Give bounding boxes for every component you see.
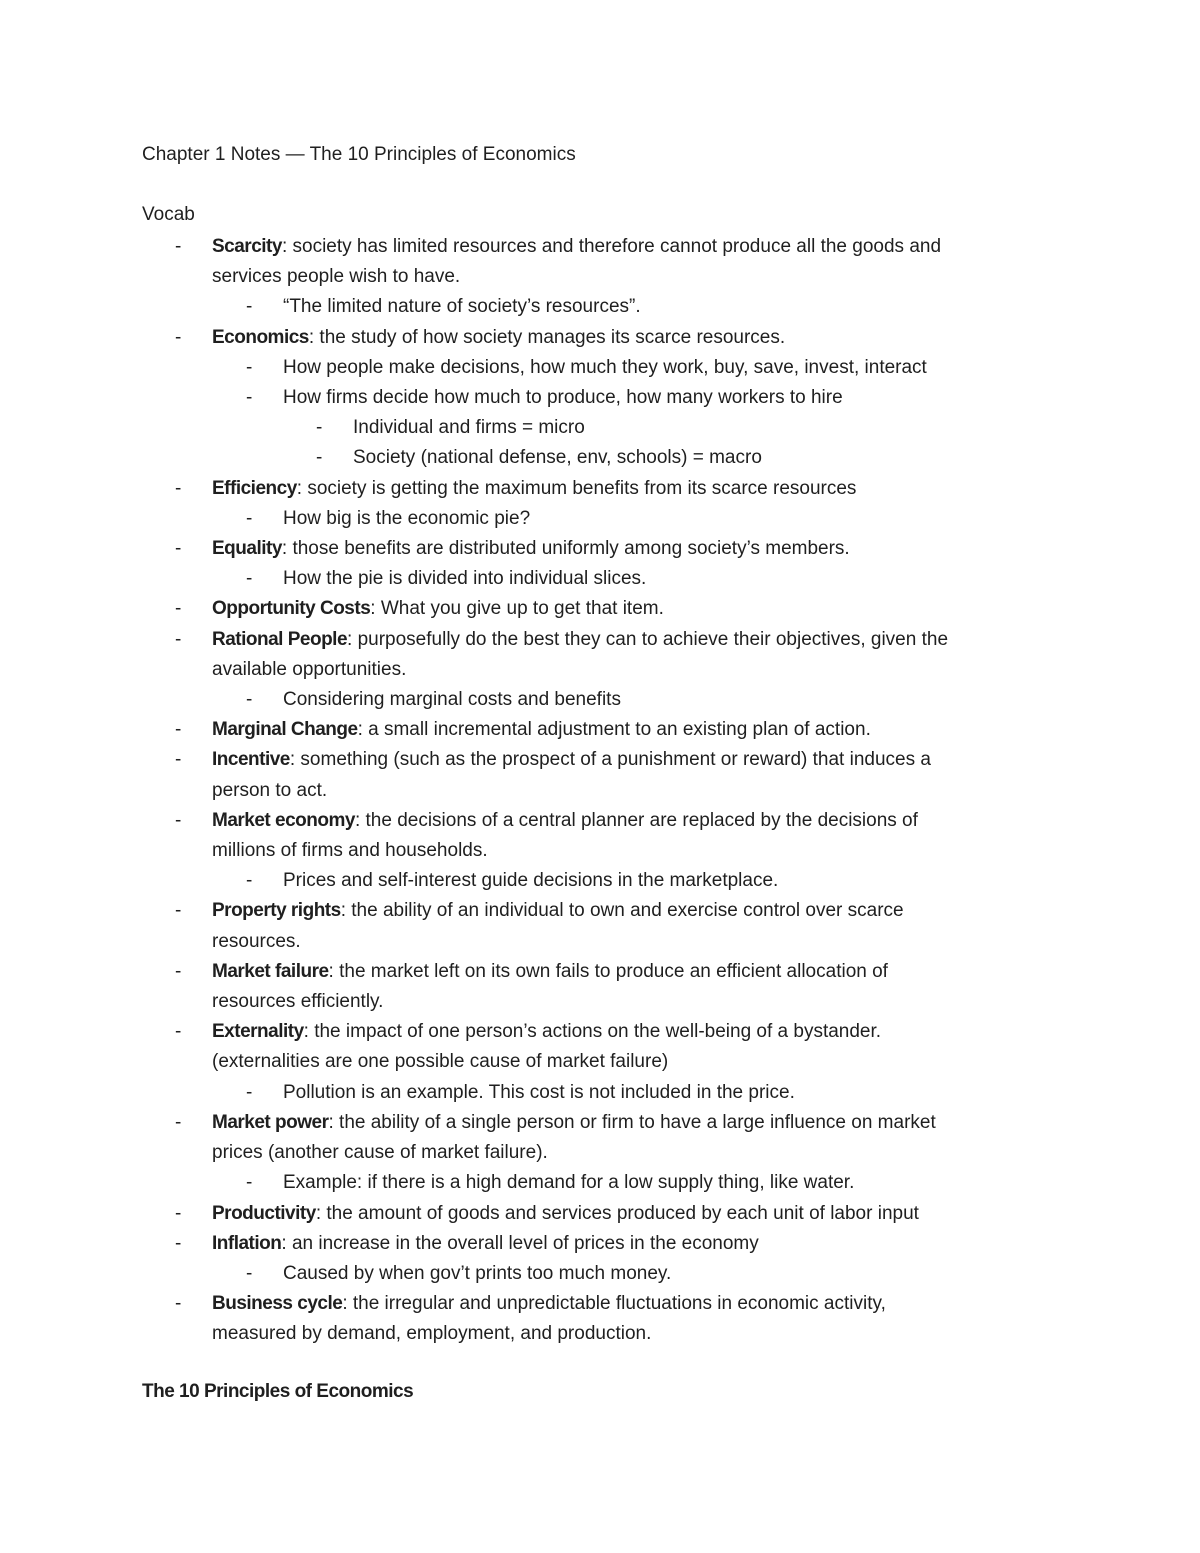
entry-text: services people wish to have. [212, 266, 461, 288]
vocab-subpoint [0, 1168, 1200, 1198]
vocab-entry [0, 1289, 1200, 1349]
list-dash-marker: - [175, 477, 182, 499]
entry-line [212, 1319, 1200, 1349]
entry-text: : the ability of a single person or firm to have a large influence on market [328, 1111, 936, 1133]
vocab-term: Marginal Change [212, 719, 358, 741]
entry-line [212, 534, 1200, 564]
entry-line [212, 1138, 1200, 1168]
list-dash-marker: - [246, 689, 253, 711]
vocab-entry [0, 1108, 1200, 1168]
entry-line [283, 685, 1200, 715]
vocab-subpoint [0, 292, 1200, 322]
entry-text: : an increase in the overall level of prices in the economy [281, 1232, 759, 1254]
list-dash-marker: - [175, 1293, 182, 1315]
entry-line [283, 866, 1200, 896]
entry-line [283, 564, 1200, 594]
entry-line [212, 625, 1200, 655]
entry-line [212, 836, 1200, 866]
list-dash-marker: - [246, 1262, 253, 1284]
list-dash-marker: - [246, 387, 253, 409]
entry-text: resources. [212, 930, 301, 952]
vocab-entry [0, 625, 1200, 685]
vocab-subpoint [0, 383, 1200, 413]
entry-line [212, 1289, 1200, 1319]
entry-text: : the market left on its own fails to produce an efficient allocation of [328, 960, 888, 982]
entry-line [212, 896, 1200, 926]
entry-line [283, 292, 1200, 322]
vocab-subpoint [0, 685, 1200, 715]
vocab-term: Rational People [212, 628, 348, 650]
entry-line [212, 806, 1200, 836]
entry-text: How firms decide how much to produce, how many workers to hire [283, 387, 843, 409]
entry-text: Society (national defense, env, schools) = macro [353, 447, 762, 469]
entry-text: “The limited nature of society’s resources”. [283, 296, 641, 318]
vocab-entry [0, 1199, 1200, 1229]
vocab-entry [0, 957, 1200, 1017]
entry-line [353, 413, 1200, 443]
vocab-term: Inflation [212, 1232, 282, 1254]
list-dash-marker: - [175, 960, 182, 982]
list-dash-marker: - [246, 870, 253, 892]
entry-line [283, 353, 1200, 383]
list-dash-marker: - [175, 809, 182, 831]
entry-text: : the amount of goods and services produced by each unit of labor input [315, 1202, 919, 1224]
entry-line [212, 957, 1200, 987]
vocab-subpoint [0, 1259, 1200, 1289]
vocab-entry [0, 534, 1200, 564]
list-dash-marker: - [316, 447, 323, 469]
entry-text: measured by demand, employment, and production. [212, 1323, 652, 1345]
entry-text: Example: if there is a high demand for a low supply thing, like water. [283, 1172, 855, 1194]
vocab-term: Scarcity [212, 236, 282, 257]
vocab-entry [0, 896, 1200, 956]
vocab-entry [0, 745, 1200, 805]
vocab-subpoint [0, 353, 1200, 383]
list-dash-marker: - [246, 296, 253, 318]
entry-text: (externalities are one possible cause of market failure) [212, 1051, 669, 1073]
entry-text: Prices and self-interest guide decisions in the marketplace. [283, 870, 779, 892]
list-dash-marker: - [246, 1081, 253, 1103]
entry-text: Individual and firms = micro [353, 417, 585, 439]
vocab-entry [0, 474, 1200, 504]
vocab-entry [0, 1229, 1200, 1259]
entry-text: : those benefits are distributed uniformly among society’s members. [281, 538, 850, 560]
list-dash-marker: - [246, 1172, 253, 1194]
vocab-subpoint [0, 564, 1200, 594]
entry-text: : society is getting the maximum benefits from its scarce resources [296, 477, 857, 499]
entry-line [212, 655, 1200, 685]
vocab-term: Property rights [212, 900, 341, 922]
entry-line [212, 1017, 1200, 1047]
list-dash-marker: - [175, 326, 182, 348]
vocab-term: Externality [212, 1021, 304, 1043]
entry-line [212, 987, 1200, 1017]
vocab-term: Incentive [212, 749, 290, 771]
list-dash-marker: - [175, 1021, 182, 1043]
entry-line [283, 1078, 1200, 1108]
vocab-subpoint [0, 504, 1200, 534]
entry-text: : the impact of one person’s actions on the well-being of a bystander. [303, 1021, 882, 1043]
entry-line [212, 776, 1200, 806]
vocab-list [0, 232, 1200, 1350]
vocab-term: Economics [212, 326, 309, 348]
entry-text: : the irregular and unpredictable fluctuations in economic activity, [342, 1293, 886, 1315]
entry-text: : purposefully do the best they can to achieve their objectives, given the [347, 628, 949, 650]
entry-text: person to act. [212, 779, 328, 801]
entry-text: : the ability of an individual to own and exercise control over scarce [340, 900, 904, 922]
entry-line [212, 594, 1200, 624]
list-dash-marker: - [175, 1111, 182, 1133]
entry-line [353, 443, 1200, 473]
list-dash-marker: - [316, 417, 323, 439]
list-dash-marker: - [175, 1202, 182, 1224]
vocab-heading: Vocab [142, 204, 195, 225]
entry-line [283, 504, 1200, 534]
entry-line [283, 1259, 1200, 1289]
vocab-entry [0, 594, 1200, 624]
entry-text: : the study of how society manages its scarce resources. [308, 326, 786, 348]
entry-line [212, 1199, 1200, 1229]
section-heading: The 10 Principles of Economics [142, 1381, 414, 1402]
entry-text: Caused by when gov’t prints too much money. [283, 1262, 672, 1284]
entry-text: How big is the economic pie? [283, 507, 531, 529]
entry-line [212, 474, 1200, 504]
vocab-term: Productivity [212, 1202, 316, 1224]
entry-line [212, 262, 1200, 292]
entry-line [212, 927, 1200, 957]
entry-text: How people make decisions, how much they work, buy, save, invest, interact [283, 356, 927, 378]
vocab-term: Equality [212, 538, 282, 560]
entry-text: available opportunities. [212, 658, 407, 680]
list-dash-marker: - [175, 1232, 182, 1254]
entry-text: : the decisions of a central planner are replaced by the decisions of [354, 809, 918, 831]
vocab-term: Market power [212, 1111, 329, 1133]
vocab-subpoint [0, 413, 1200, 443]
vocab-term: Efficiency [212, 477, 297, 499]
list-dash-marker: - [175, 900, 182, 922]
list-dash-marker: - [175, 598, 182, 620]
vocab-term: Opportunity Costs [212, 598, 371, 620]
entry-line [212, 715, 1200, 745]
list-dash-marker: - [246, 507, 253, 529]
entry-line [212, 323, 1200, 353]
document-title: Chapter 1 Notes — The 10 Principles of Economics [142, 144, 576, 165]
entry-line [212, 745, 1200, 775]
vocab-term: Market failure [212, 960, 329, 982]
list-dash-marker: - [175, 749, 182, 771]
entry-line [212, 1108, 1200, 1138]
list-dash-marker: - [246, 568, 253, 590]
list-dash-marker: - [175, 538, 182, 560]
list-dash-marker: - [246, 356, 253, 378]
vocab-subpoint [0, 866, 1200, 896]
entry-line [212, 1047, 1200, 1077]
vocab-entry [0, 715, 1200, 745]
entry-text: resources efficiently. [212, 991, 384, 1013]
entry-text: : society has limited resources and therefore cannot produce all the goods and [281, 236, 942, 257]
entry-text: : a small incremental adjustment to an existing plan of action. [357, 719, 871, 741]
entry-text: : What you give up to get that item. [370, 598, 664, 620]
entry-text: How the pie is divided into individual slices. [283, 568, 647, 590]
entry-text: : something (such as the prospect of a punishment or reward) that induces a [289, 749, 931, 771]
vocab-subpoint [0, 443, 1200, 473]
entry-text: prices (another cause of market failure). [212, 1142, 548, 1164]
list-dash-marker: - [175, 719, 182, 741]
vocab-entry [0, 232, 1200, 292]
entry-text: Considering marginal costs and benefits [283, 689, 621, 711]
list-dash-marker: - [175, 628, 182, 650]
entry-line [283, 383, 1200, 413]
entry-line [212, 232, 1200, 262]
vocab-entry [0, 806, 1200, 866]
entry-text: Pollution is an example. This cost is not included in the price. [283, 1081, 795, 1103]
entry-text: millions of firms and households. [212, 840, 488, 862]
entry-line [212, 1229, 1200, 1259]
vocab-term: Business cycle [212, 1293, 343, 1315]
vocab-entry [0, 1017, 1200, 1077]
entry-line [283, 1168, 1200, 1198]
list-dash-marker: - [175, 236, 182, 257]
vocab-entry [0, 323, 1200, 353]
vocab-subpoint [0, 1078, 1200, 1108]
vocab-term: Market economy [212, 809, 355, 831]
